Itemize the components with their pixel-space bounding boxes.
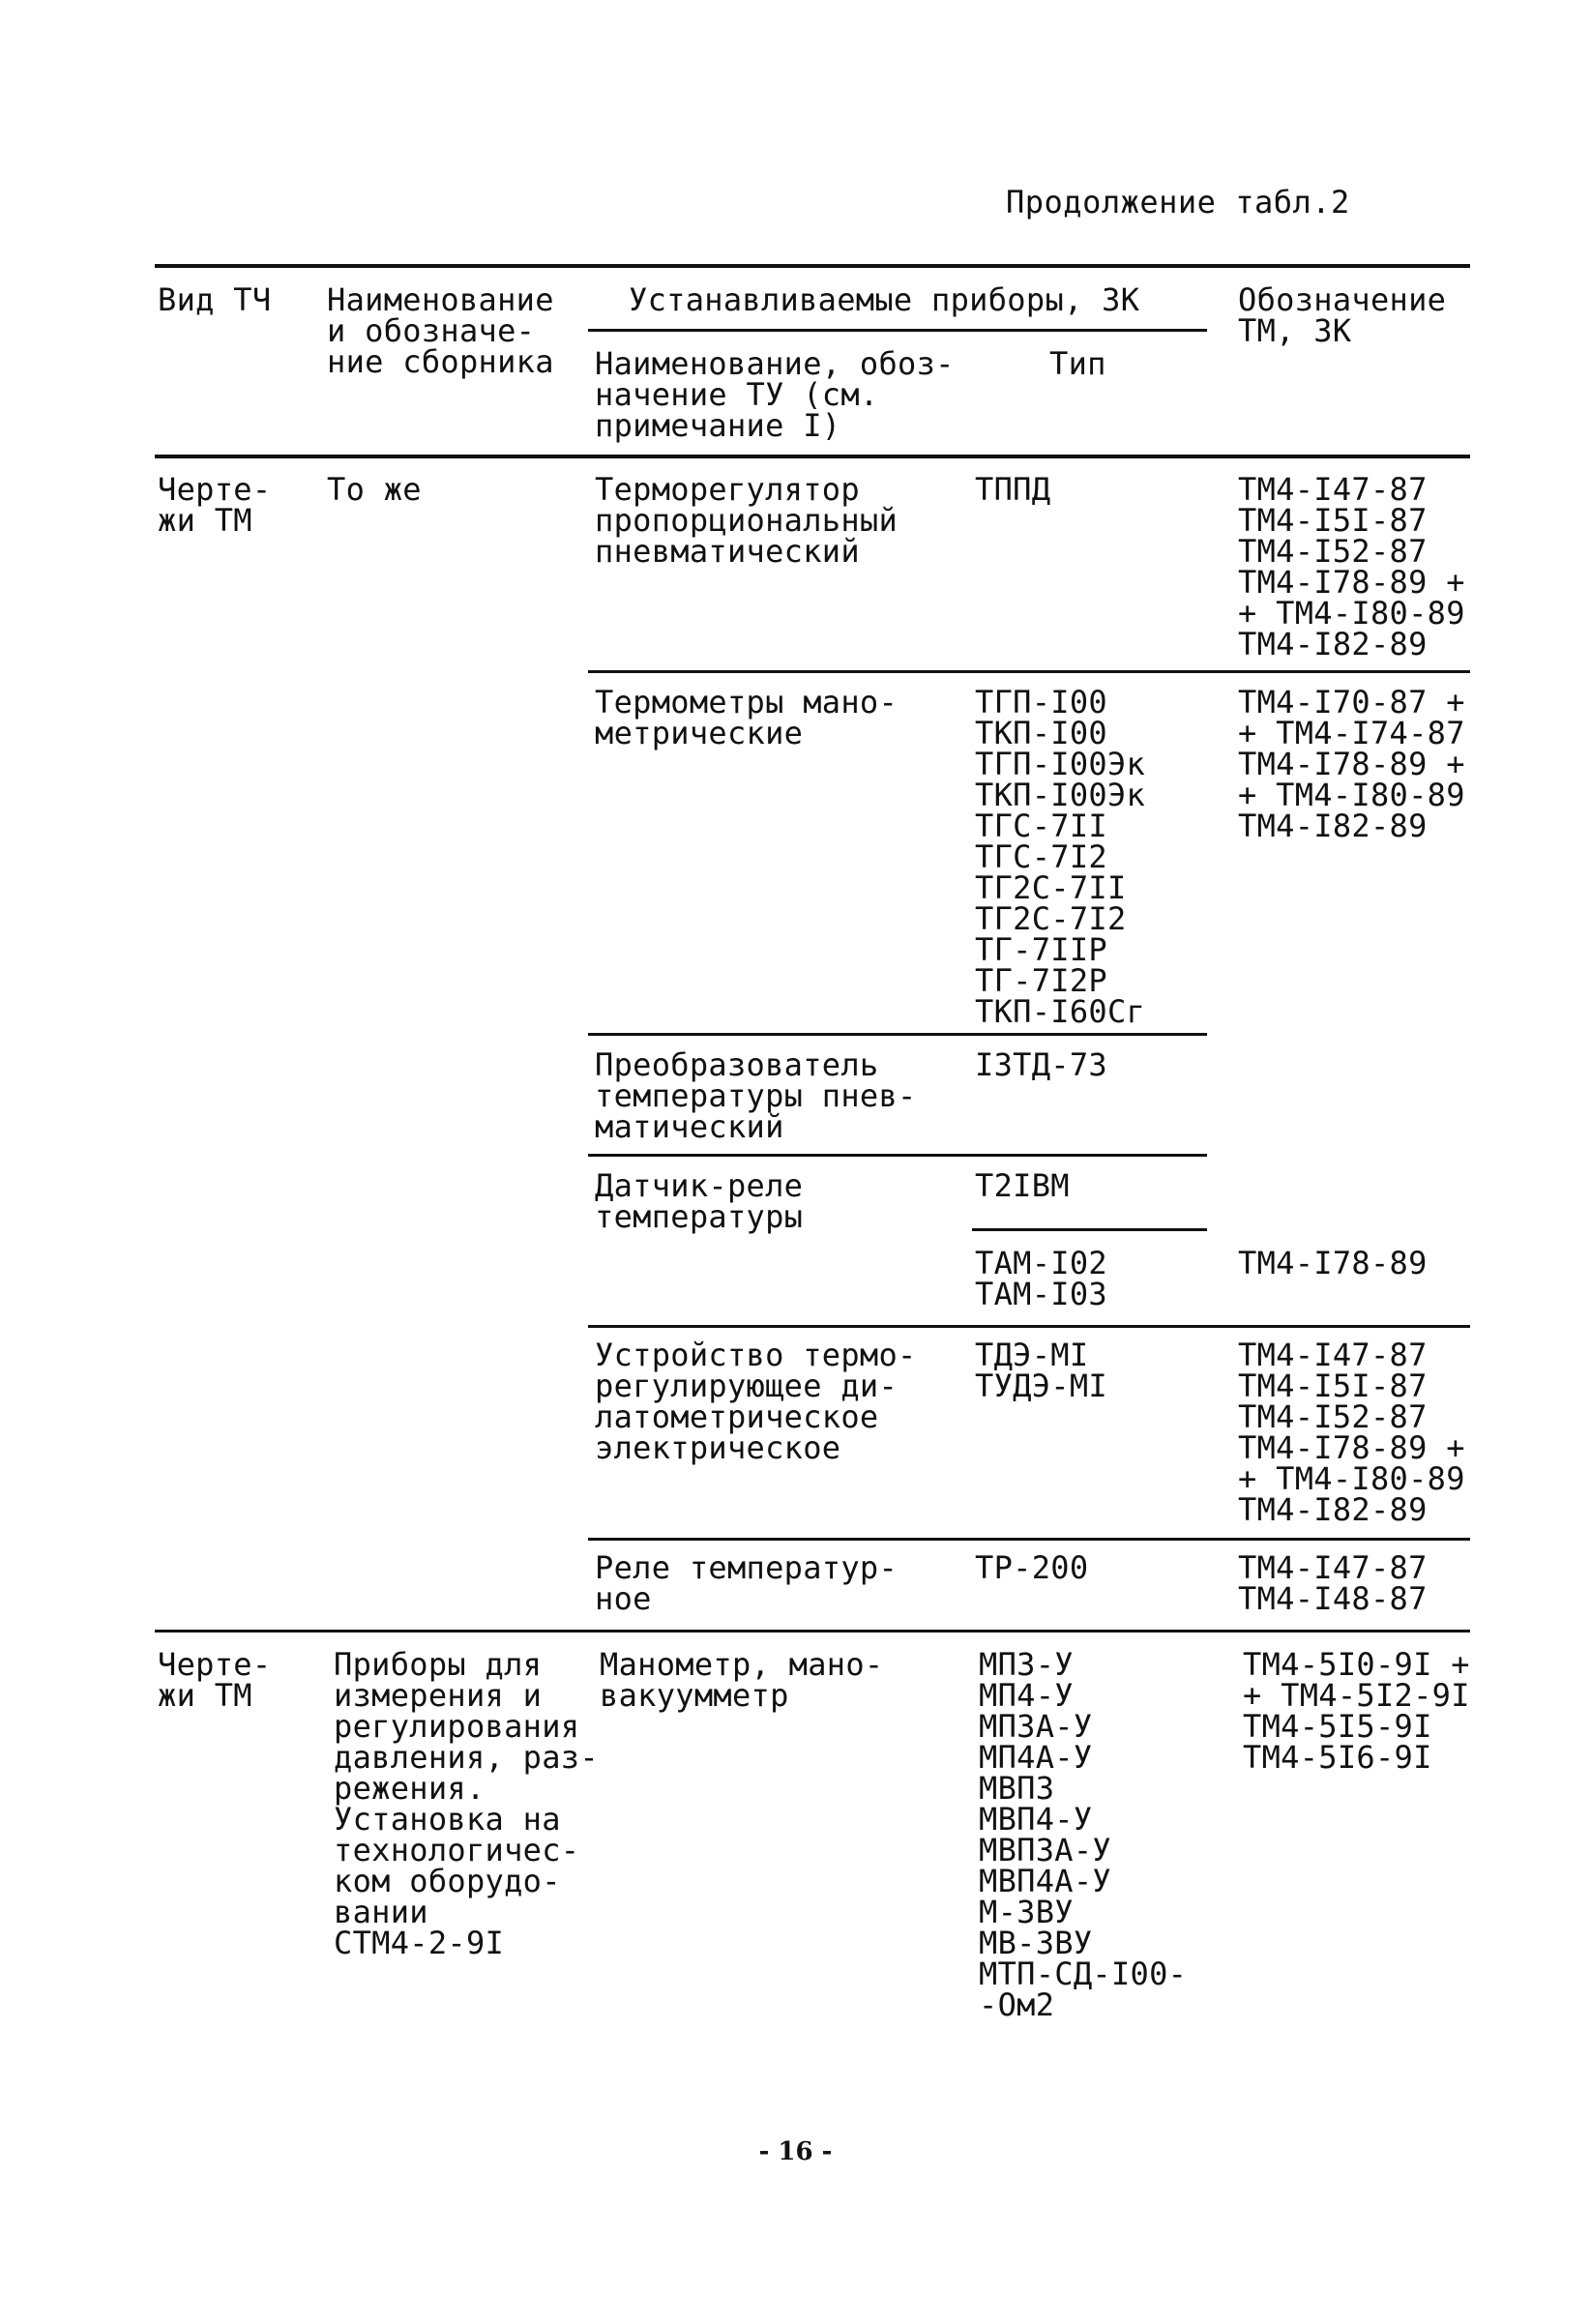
header-device-type: Тип xyxy=(1049,345,1106,382)
row-7-type: ТР-200 xyxy=(975,1549,1089,1586)
header-designation: Обозначение ТМ, ЗК xyxy=(1238,281,1447,349)
row-rule-3 xyxy=(588,1154,1207,1157)
header-devices: Устанавливаемые приборы, ЗК xyxy=(629,281,1140,318)
group-rule xyxy=(155,1630,1470,1633)
row-5-designation: ТМ4-I78-89 xyxy=(1238,1245,1428,1281)
header-device-name: Наименование, обоз- начение ТУ (см. примечание I) xyxy=(595,345,955,444)
row-7-designation: ТМ4-I47-87 ТМ4-I48-87 xyxy=(1238,1549,1428,1617)
row-4-device: Датчик-реле температуры xyxy=(595,1167,804,1235)
header-type: Вид ТЧ xyxy=(158,281,272,318)
row-rule-1 xyxy=(588,670,1470,673)
row-6-designation: ТМ4-I47-87 ТМ4-I5I-87 ТМ4-I52-87 ТМ4-I78-89 + + ТМ4-I80-89 ТМ4-I82-89 xyxy=(1238,1337,1465,1528)
row-rule-5 xyxy=(588,1325,1470,1328)
row-2-designation: ТМ4-I70-87 + + ТМ4-I74-87 ТМ4-I78-89 + + ТМ4-I80-89 ТМ4-I82-89 xyxy=(1238,684,1465,844)
row-1-type: ТППД xyxy=(975,471,1051,508)
row-8-type: МПЗ-У МП4-У МПЗА-У МП4А-У МВПЗ МВП4-У МВПЗА-У МВП4А-У М-ЗВУ МВ-ЗВУ МТП-СД-I00- -Ом2 xyxy=(979,1646,1188,2023)
continuation-title: Продолжение табл.2 xyxy=(1006,184,1350,221)
group-2-name: Приборы для измерения и регулирования давления, раз- режения. Установка на технологичес- ком оборудо- вании СТМ4-2-9I xyxy=(334,1646,599,1961)
row-7-device: Реле температур- ное xyxy=(595,1549,899,1617)
row-8-device: Манометр, мано- вакуумметр xyxy=(600,1646,884,1714)
header-bottom-rule xyxy=(155,455,1470,458)
group-1-name: То же xyxy=(327,471,422,508)
header-name: Наименование и обозначе- ние сборника xyxy=(327,281,554,380)
row-4-type: Т2IВМ xyxy=(975,1167,1070,1204)
group-1-type: Черте- жи ТМ xyxy=(158,471,272,539)
table-top-rule xyxy=(155,264,1470,268)
row-6-device: Устройство термо- регулирующее ди- латометрическое электрическое xyxy=(595,1337,917,1466)
row-rule-2 xyxy=(588,1033,1207,1036)
header-sub-rule xyxy=(588,329,1207,332)
row-3-device: Преобразователь температуры пнев- матический xyxy=(595,1046,917,1145)
group-2-type: Черте- жи ТМ xyxy=(158,1646,272,1714)
page-number: - 16 - xyxy=(758,2137,833,2166)
row-1-device: Терморегулятор пропорциональный пневматический xyxy=(595,471,899,570)
row-3-type: I3ТД-73 xyxy=(975,1046,1107,1083)
row-rule-4 xyxy=(972,1228,1207,1231)
row-1-designation: ТМ4-I47-87 ТМ4-I5I-87 ТМ4-I52-87 ТМ4-I78-89 + + ТМ4-I80-89 ТМ4-I82-89 xyxy=(1238,471,1465,662)
row-6-type: ТДЭ-МI ТУДЭ-МI xyxy=(975,1337,1107,1404)
row-5-type: ТАМ-I02 ТАМ-I03 xyxy=(975,1245,1107,1312)
row-rule-6 xyxy=(588,1538,1470,1541)
row-8-designation: ТМ4-5I0-9I + + ТМ4-5I2-9I ТМ4-5I5-9I ТМ4-5I6-9I xyxy=(1243,1646,1470,1776)
row-2-device: Термометры мано- метрические xyxy=(595,684,899,751)
row-2-type: ТГП-I00 ТКП-I00 ТГП-I00Эк ТКП-I00Эк ТГС-7II ТГС-7I2 ТГ2С-7II ТГ2С-7I2 ТГ-7IIР ТГ-7I2Р ТКП-I60Сг xyxy=(975,684,1146,1030)
